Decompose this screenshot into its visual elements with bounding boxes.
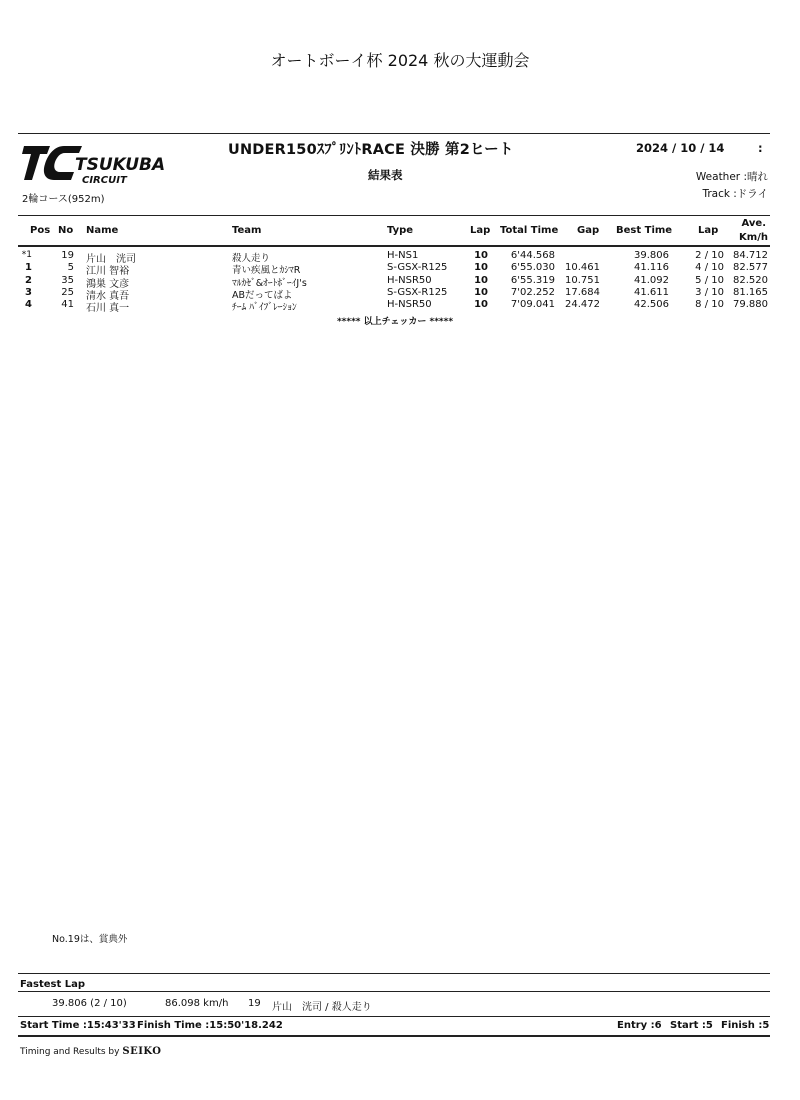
seiko-logo: SEIKO bbox=[122, 1046, 162, 1057]
footer-bottom-rule bbox=[18, 1035, 770, 1037]
weather-label: Weather :晴れ bbox=[695, 171, 768, 183]
row-2-name: 江川 智裕 bbox=[86, 266, 130, 278]
row-1-total: 6'44.568 bbox=[510, 250, 555, 261]
row-4-name: 清水 真吾 bbox=[86, 290, 130, 302]
row-5-total: 7'09.041 bbox=[510, 299, 555, 311]
header-rule bbox=[18, 133, 770, 134]
row-3-no: 35 bbox=[61, 274, 74, 286]
row-4-team: ABだってばよ bbox=[232, 289, 293, 301]
row-4-total: 7'02.252 bbox=[510, 286, 555, 298]
col-gap: Gap bbox=[577, 225, 600, 236]
row-4-best-lap: 3 / 10 bbox=[695, 286, 724, 298]
row-3-name: 鴻巣 文彦 bbox=[86, 278, 130, 290]
start-time: Start Time :15:43'33 bbox=[20, 1020, 136, 1031]
circuit-logo bbox=[20, 142, 195, 188]
footer-top-rule bbox=[18, 1016, 770, 1017]
race-time-colon: : bbox=[758, 141, 763, 155]
row-1-pos: *1 bbox=[21, 250, 32, 260]
row-4-pos: 3 bbox=[25, 286, 32, 298]
row-5-pos: 4 bbox=[25, 299, 32, 311]
row-1-name: 片山 洸司 bbox=[86, 254, 136, 265]
checker-line: ***** 以上チェッカー ***** bbox=[336, 317, 454, 327]
row-3-best: 41.092 bbox=[634, 274, 669, 286]
event-title: オートボーイ杯 2024 秋の大運動会 bbox=[270, 51, 530, 70]
row-2-best: 41.116 bbox=[634, 262, 669, 274]
row-5-best: 42.506 bbox=[634, 299, 669, 311]
entry-count: Entry :6 bbox=[617, 1020, 662, 1031]
row-3-ave: 82.520 bbox=[733, 274, 768, 286]
row-3-lap: 10 bbox=[474, 274, 488, 286]
row-1-lap: 10 bbox=[474, 250, 488, 261]
race-date: 2024 / 10 / 14 bbox=[636, 141, 725, 155]
row-3-total: 6'55.319 bbox=[510, 274, 555, 286]
row-5-no: 41 bbox=[61, 299, 74, 311]
row-1-best: 39.806 bbox=[634, 250, 669, 261]
fastest-lap-label-rule bbox=[18, 991, 770, 992]
logo-name: TSUKUBA bbox=[75, 155, 166, 175]
row-2-no: 5 bbox=[67, 262, 74, 274]
finish-count: Finish :5 bbox=[721, 1020, 770, 1031]
fastest-lap-time: 39.806 (2 / 10) bbox=[52, 998, 127, 1009]
col-team: Team bbox=[232, 225, 262, 236]
tc-logo-icon bbox=[22, 146, 82, 180]
track-label: Track :ドライ bbox=[702, 188, 768, 200]
start-count: Start :5 bbox=[670, 1020, 713, 1031]
row-3-gap: 10.751 bbox=[565, 274, 600, 286]
row-4-no: 25 bbox=[61, 286, 74, 298]
row-5-ave: 79.880 bbox=[733, 299, 768, 311]
row-3-type: H-NSR50 bbox=[387, 274, 432, 286]
fastest-lap-rider: 片山 洸司 / 殺人走り bbox=[272, 1002, 372, 1013]
course-label: 2輪コース(952m) bbox=[22, 194, 105, 205]
row-5-best-lap: 8 / 10 bbox=[695, 299, 724, 311]
row-2-gap: 10.461 bbox=[565, 262, 600, 274]
row-1-team: 殺人走り bbox=[232, 253, 271, 264]
row-5-type: H-NSR50 bbox=[387, 299, 432, 311]
fastest-lap-label: Fastest Lap bbox=[20, 979, 85, 990]
col-best-lap: Lap bbox=[698, 225, 719, 236]
fastest-lap-top-rule bbox=[18, 973, 770, 974]
row-4-lap: 10 bbox=[474, 286, 488, 298]
timing-credit bbox=[20, 1046, 162, 1057]
table-header-rule bbox=[18, 245, 770, 247]
row-3-team: ﾏﾙｶｾﾞ&ｵｰﾄﾎﾞｰｲJ's bbox=[232, 277, 307, 289]
row-2-type: S-GSX-R125 bbox=[387, 262, 448, 274]
race-title: UNDER150ｽﾌﾟﾘﾝﾄRACE 決勝 第2ヒート bbox=[228, 142, 514, 158]
fastest-lap-speed: 86.098 km/h bbox=[165, 998, 229, 1009]
award-note: No.19は、賞典外 bbox=[52, 934, 128, 945]
row-4-best: 41.611 bbox=[634, 286, 669, 298]
table-top-rule bbox=[18, 215, 770, 216]
row-2-lap: 10 bbox=[474, 262, 488, 274]
row-2-pos: 1 bbox=[25, 262, 32, 274]
row-2-total: 6'55.030 bbox=[510, 262, 555, 274]
logo-sub: CIRCUIT bbox=[82, 175, 127, 186]
row-2-ave: 82.577 bbox=[733, 262, 768, 274]
col-no: No bbox=[58, 225, 74, 236]
row-2-team: 青い疾風とｶｼﾏR bbox=[232, 265, 301, 277]
finish-time: Finish Time :15:50'18.242 bbox=[137, 1020, 283, 1031]
col-ave: Ave. bbox=[741, 218, 766, 229]
col-lap: Lap bbox=[470, 225, 491, 236]
timing-text: Timing and Results by bbox=[20, 1047, 120, 1057]
document-type: 結果表 bbox=[368, 168, 403, 182]
row-3-pos: 2 bbox=[25, 274, 32, 286]
col-best-time: Best Time bbox=[616, 225, 673, 236]
row-5-name: 石川 真一 bbox=[86, 303, 130, 315]
col-name: Name bbox=[86, 225, 119, 236]
row-1-ave: 84.712 bbox=[733, 250, 768, 261]
row-4-ave: 81.165 bbox=[733, 286, 768, 298]
row-4-type: S-GSX-R125 bbox=[387, 286, 448, 298]
row-2-best-lap: 4 / 10 bbox=[695, 262, 724, 274]
col-kmh: Km/h bbox=[739, 232, 768, 243]
row-1-no: 19 bbox=[61, 250, 74, 261]
row-5-gap: 24.472 bbox=[565, 299, 600, 311]
fastest-lap-no: 19 bbox=[248, 998, 261, 1009]
col-pos: Pos bbox=[30, 225, 51, 236]
col-type: Type bbox=[387, 225, 414, 236]
row-5-lap: 10 bbox=[474, 299, 488, 311]
row-1-best-lap: 2 / 10 bbox=[695, 250, 724, 261]
row-4-gap: 17.684 bbox=[565, 286, 600, 298]
row-5-team: ﾁｰﾑ ﾊﾞｲﾌﾞﾚｰｼｮﾝ bbox=[232, 302, 297, 314]
row-3-best-lap: 5 / 10 bbox=[695, 274, 724, 286]
row-1-type: H-NS1 bbox=[387, 250, 419, 261]
col-total-time: Total Time bbox=[500, 225, 559, 236]
